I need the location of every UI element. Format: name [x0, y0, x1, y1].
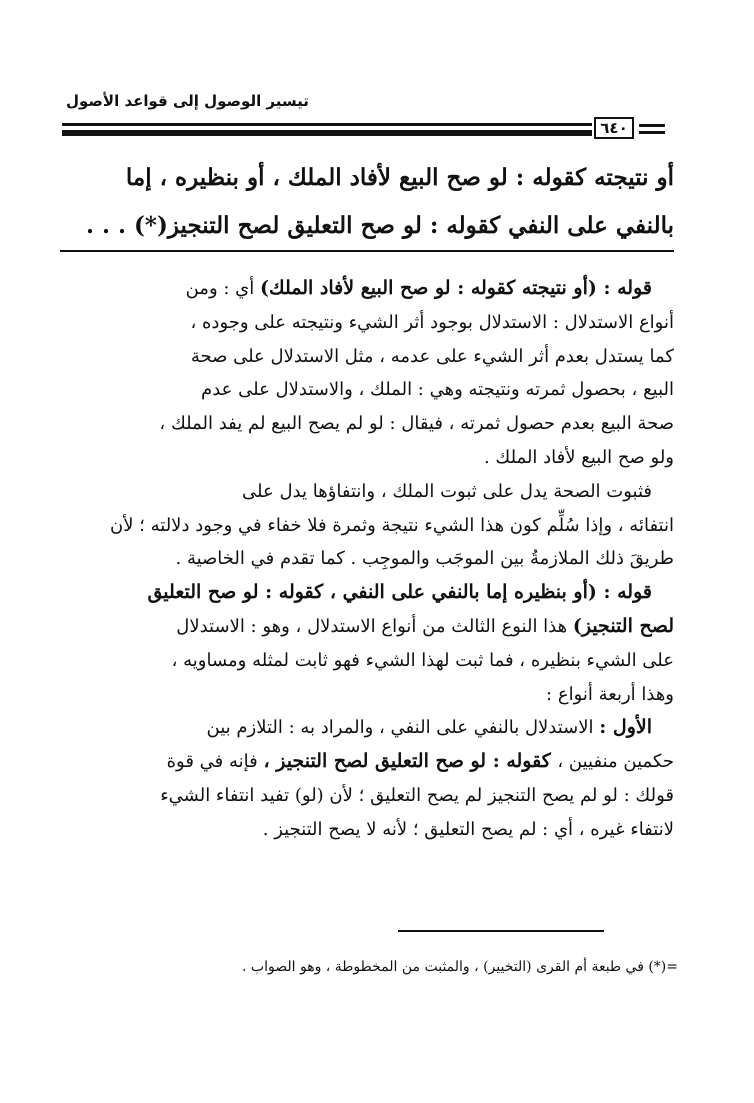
page-number-rule [639, 131, 665, 134]
commentary-line: البيع ، بحصول ثمرته ونتيجته وهي : الملك ، والاستدلال على عدم [201, 379, 674, 401]
commentary-line: قولك : لو لم يصح التنجيز لم يصح التعليق ؛ لأن (لو) تفيد انتفاء الشيء [160, 784, 674, 806]
commentary-line: صحة البيع بعدم حصول ثمرته ، فيقال : لو لم يصح البيع لم يفد الملك ، [159, 413, 674, 435]
footnote-marker: =(*) [648, 959, 678, 975]
commentary-bold: قوله : (أو بنظيره إما بالنفي على النفي ، كقوله : لو صح التعليق [147, 581, 652, 604]
commentary-text: فإنه في قوة [166, 751, 264, 773]
commentary-line: فثبوت الصحة يدل على ثبوت الملك ، وانتفاؤها يدل على [242, 480, 652, 502]
commentary-line [60, 610, 674, 644]
commentary-line: على الشيء بنظيره ، فما ثبت لهذا الشيء فهو ثابت لمثله ومساويه ، [171, 649, 674, 671]
main-text [60, 154, 674, 250]
main-text-line: أو نتيجته كقوله : لو صح البيع لأفاد الملك ، أو بنظيره ، إما [125, 164, 674, 191]
commentary-line: طريقَ ذلك الملازمةُ بين الموجَب والموجِب . كما تقدم في الخاصية . [175, 548, 674, 570]
commentary-line [60, 711, 674, 745]
commentary-line: وهذا أربعة أنواع : [546, 683, 674, 705]
commentary-line: انتفائه ، وإذا سُلِّم كون هذا الشيء نتيجة وثمرة فلا خفاء في وجود دلالته ؛ لأن [109, 514, 674, 536]
commentary-text: أي : ومن [185, 278, 260, 299]
commentary-text: هذا النوع الثالث من أنواع الاستدلال ، وهو : الاستدلال [176, 615, 573, 637]
commentary-text: حكمين منفيين ، [557, 751, 674, 773]
commentary-line [60, 745, 674, 779]
header-rule [62, 123, 592, 126]
footnote-text: في طبعة أم القرى (التخيير) ، والمثبت من المخطوطة ، وهو الصواب . [242, 959, 649, 975]
commentary [60, 272, 674, 847]
commentary-bold: الأول : [599, 716, 652, 739]
commentary-line [60, 272, 674, 306]
commentary-bold: لصح التنجيز) [572, 614, 674, 637]
commentary-line [60, 576, 674, 610]
commentary-text: الاستدلال بالنفي على النفي ، والمراد به : التلازم بين [206, 717, 600, 739]
page-number: ٦٤٠ [594, 117, 634, 139]
header-rule-thick [62, 130, 592, 136]
footnote [110, 959, 678, 975]
footnote-separator [398, 930, 604, 932]
commentary-bold: كقوله : لو صح التعليق لصح التنجيز ، [263, 750, 558, 773]
main-text-line: بالنفي على النفي كقوله : لو صح التعليق لصح التنجيز(*) . . . [85, 212, 674, 239]
commentary-line: لانتفاء غيره ، أي : لم يصح التعليق ؛ لأنه لا يصح التنجيز . [262, 818, 674, 840]
commentary-line: ولو صح البيع لأفاد الملك . [483, 446, 674, 468]
main-text-separator [60, 250, 674, 252]
commentary-line: كما يستدل بعدم أثر الشيء على عدمه ، مثل الاستدلال على صحة [190, 345, 674, 367]
commentary-bold: قوله : (أو نتيجته كقوله : لو صح البيع لأفاد الملك) [259, 277, 652, 299]
commentary-line: أنواع الاستدلال : الاستدلال بوجود أثر الشيء ونتيجته على وجوده ، [190, 311, 674, 333]
running-title: تيسير الوصول إلى قواعد الأصول [66, 92, 309, 110]
page-number-rule [639, 124, 665, 127]
